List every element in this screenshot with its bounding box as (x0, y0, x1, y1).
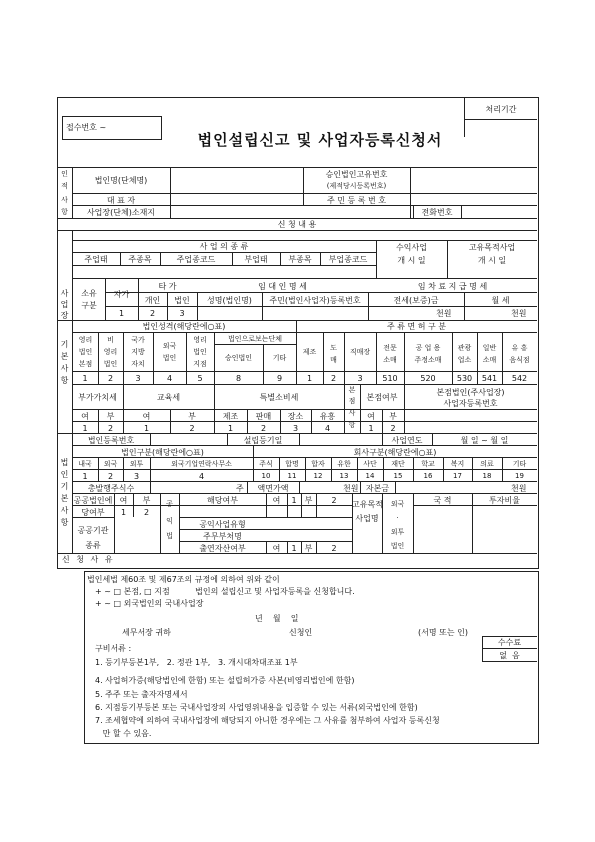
company-type-8: 의료 (480, 460, 494, 468)
corp-type-foreign: 외국 법인 (162, 342, 177, 362)
company-type-6: 학교 (421, 460, 435, 468)
own-num-2: 2 (149, 309, 156, 318)
nature-num-3: 4 (166, 374, 173, 383)
deposit-label: 전세(보증)금 (393, 296, 439, 305)
applicant-side-label-0: 인 (61, 170, 68, 178)
liquor-manufacture: 제조 (302, 348, 317, 356)
nationality-label: 국 적 (433, 496, 452, 505)
funded-num1: 1 (291, 544, 297, 553)
lessor-name-col: 성명(법인명) (207, 296, 252, 305)
basic-side-1: 본 (60, 352, 69, 361)
corp-type-num-1: 1 (82, 472, 88, 481)
business-col-0: 주업태 (84, 255, 108, 264)
corp-type-num-2: 2 (107, 472, 114, 481)
corp-type-num-4: 4 (198, 472, 205, 481)
approval-number-label: 승인법인고유번호 (325, 170, 388, 179)
head-side-1: 점 (348, 397, 356, 405)
head-side-0: 본 (348, 386, 356, 394)
tax-num-5: 2 (260, 424, 267, 433)
funded-no: 부 (304, 544, 313, 553)
tax-num-3: 2 (189, 424, 195, 433)
declaration-line3: + ~ □ 외국법인의 국내사업장 (95, 599, 204, 608)
business-col-5: 부업종코드 (328, 255, 368, 264)
deposit-unit: 천원 (436, 309, 452, 318)
public-interest-beop: 법 (166, 532, 173, 540)
fee-value: 없 음 (499, 651, 520, 660)
applicable2-yes: 여 (272, 496, 281, 505)
nature-num-1: 2 (107, 374, 114, 383)
fee-label: 수수료 (497, 638, 522, 647)
attachment-item-6: 6. 지점등기부등본 또는 국내사업장의 사업영위내용을 입증할 수 있는 서류(외국법인에 한함) (95, 703, 418, 712)
tax-num-4: 1 (227, 424, 234, 433)
capital-unit: 천원 (511, 484, 527, 493)
own-num-1: 1 (118, 309, 125, 318)
corp-side-3: 본 (60, 494, 69, 503)
basic-side-0: 기 (60, 340, 69, 349)
edu-no: 부 (188, 412, 196, 421)
phone-label: 전화번호 (421, 208, 453, 217)
business-col-4: 부종목 (288, 255, 312, 264)
public-num-2: 2 (143, 508, 150, 517)
ownership-sub: 구분 (81, 301, 97, 310)
liquor-wholesale: 도 매 (330, 344, 337, 364)
other-owner-label: 타 가 (158, 282, 177, 291)
receipt-number-label: 접수번호 ~ (66, 123, 107, 132)
business-type-header: 사 업 의 종 류 (199, 242, 249, 251)
company-num-3: 13 (339, 472, 349, 480)
liquor-num-0: 1 (306, 374, 313, 383)
other-corp-label: 기타 (272, 354, 287, 362)
company-num-9: 19 (515, 472, 524, 480)
corp-type-foreign-label: 외국 (103, 460, 118, 468)
investment-ratio-label: 투자비율 (489, 496, 520, 505)
ownership-label: 소유 (81, 289, 97, 298)
form-title: 법인설립신고 및 사업자등록신청서 (197, 131, 443, 149)
special-amusement: 유흥 (319, 412, 336, 421)
processing-period-label: 처리기간 (485, 105, 517, 114)
corp-type-liaison: 외국기업연락사무소 (171, 460, 232, 468)
public-no: 부 (142, 496, 151, 505)
own-label: 자가 (113, 290, 130, 299)
company-type-5: 재단 (391, 460, 405, 468)
company-num-7: 17 (453, 472, 462, 480)
funded-label: 출연자산여부 (199, 544, 246, 553)
representative-label: 대 표 자 (106, 196, 136, 205)
fiscal-year-label: 사업연도 (391, 436, 423, 445)
company-type-7: 복지 (450, 460, 465, 468)
par-value-unit: 천원 (343, 484, 359, 493)
applicable2-label: 해당여부 (207, 496, 238, 505)
attachment-item-1: 1. 등기부등본1부, 2. 정관 1부, 3. 개시대차대조표 1부 (95, 658, 298, 667)
public-yes: 여 (119, 496, 128, 505)
company-type-3: 유한 (337, 460, 351, 468)
head-side-2: 사 (348, 409, 356, 417)
nature-num-6: 9 (276, 374, 283, 383)
head-yes: 여 (367, 412, 375, 421)
attachment-item-4: 4. 사업허가증(해당법인에 한함) 또는 설립허가증 사본(비영리법인에 한함) (95, 676, 355, 685)
liquor-num-6: 541 (481, 374, 498, 383)
business-place-side-0: 사 (60, 289, 69, 298)
nature-num-2: 3 (135, 374, 141, 383)
capital-label: 자본금 (365, 484, 390, 493)
attachment-item-7-cont: 만 할 수 있음. (95, 729, 152, 738)
business-place-side-2: 장 (60, 311, 69, 320)
business-col-3: 부업태 (244, 255, 268, 264)
signature-label: (서명 또는 인) (418, 628, 468, 637)
corp-side-5: 항 (60, 518, 69, 527)
processing-line (464, 119, 537, 120)
business-col-1: 주종목 (128, 255, 152, 264)
declaration-date: 년 월 일 (255, 614, 299, 623)
public-num-1: 1 (120, 508, 127, 517)
employment-start-sub: 개 시 일 (477, 256, 507, 265)
total-shares-label: 총발행주식수 (87, 484, 135, 493)
liquor-num-7: 542 (511, 374, 528, 383)
head-side-3: 항 (348, 421, 356, 429)
processing-divider (464, 97, 465, 137)
corp-name-label: 법인명(단체명) (94, 176, 148, 185)
corp-side-0: 법 (60, 458, 69, 467)
liquor-num-1: 2 (330, 374, 337, 383)
liquor-num-4: 520 (420, 374, 436, 383)
foreign-label: 외국 (390, 500, 405, 508)
tax-num-8: 1 (368, 424, 374, 433)
par-value-label: 액면가액 (257, 484, 289, 493)
lease-detail-header: 임 차 료 지 급 명 세 (417, 282, 488, 291)
liquor-entertainment: 유 흥 음식점 (509, 344, 530, 364)
edu-tax-label: 교육세 (156, 393, 181, 402)
company-num-1: 11 (287, 472, 297, 480)
est-date-label: 설립등기일 (243, 436, 283, 445)
liquor-tourism: 관광 업소 (457, 344, 472, 364)
corp-type-header: 법인구분(해당란에○표) (121, 448, 204, 457)
company-num-6: 16 (423, 472, 433, 480)
address-label: 사업장(단체)소재지 (86, 208, 156, 217)
purpose-corp-label: 고유목적 (352, 500, 383, 509)
foreign-dot: · (396, 514, 399, 522)
business-col-2: 주업종코드 (176, 255, 216, 264)
applicant-side-label-2: 사 (61, 196, 68, 204)
approval-number-note: (제적당시등록번호) (326, 182, 387, 190)
nature-num-5: 8 (235, 374, 242, 383)
liquor-num-5: 530 (456, 374, 473, 383)
applicable2-no: 부 (304, 496, 313, 505)
corp-type-profit-hq: 영리 법인 본점 (78, 336, 93, 368)
liquor-specialty: 전문 소매 (383, 344, 397, 364)
corp-type-profit-branch: 영리 법인 지점 (193, 336, 207, 368)
liquor-header: 주 류 면 허 구 분 (386, 322, 447, 331)
public-interest-gong: 공 (166, 500, 173, 508)
application-section-header: 신 청 내 용 (277, 220, 317, 229)
revenue-start-label: 수익사업 (396, 243, 427, 252)
reason-label: 신 청 사 유 (62, 555, 115, 564)
foreign-corp-suffix: 법인 (390, 542, 405, 550)
company-type-9: 기타 (512, 460, 527, 468)
public-org-kind: 종류 (85, 541, 101, 550)
company-type-4: 사단 (363, 460, 377, 468)
declaration-line2: + ~ □ 본점, □ 지점 법인의 설립신고 및 사업자등록을 신청합니다. (95, 587, 355, 596)
reg-no-label: 법인등록번호 (87, 436, 135, 445)
tax-office-label: 세무서장 귀하 (122, 628, 171, 637)
corp-side-4: 사 (60, 506, 69, 515)
company-type-1: 합명 (285, 460, 299, 468)
revenue-start-sub: 개 시 일 (397, 256, 426, 265)
head-status-label: 본점여부 (366, 393, 398, 402)
applicant-side-label-3: 항 (61, 208, 68, 216)
vat-no: 부 (106, 412, 115, 421)
vat-yes: 여 (81, 412, 89, 421)
business-place-side-1: 업 (60, 300, 69, 309)
monthly-unit: 천원 (511, 309, 527, 318)
company-num-8: 18 (482, 472, 492, 480)
tax-num-9: 2 (390, 424, 396, 433)
head-reg-label: 본점법인(주사업장) (436, 388, 505, 397)
liquor-num-3: 510 (382, 374, 398, 383)
individual-label: 개인 (144, 296, 161, 305)
vat-label: 부가가치세 (78, 393, 117, 402)
own-num-3: 3 (179, 309, 185, 318)
corp-side-2: 기 (60, 482, 69, 491)
corporation-label: 법인 (174, 296, 190, 305)
special-sale: 판매 (255, 412, 272, 421)
applicable2-num2: 2 (331, 496, 337, 505)
monthly-label: 월 세 (491, 296, 510, 305)
corp-type-investment: 외투 (129, 460, 144, 468)
public-biz-type-label: 공익사업유형 (199, 520, 246, 529)
tax-num-6: 3 (292, 424, 299, 433)
liquor-direct-store: 직매장 (349, 348, 371, 356)
attachment-item-5: 5. 주주 또는 출자자명세서 (95, 690, 188, 699)
corp-nature-header: 법인성격(해당란에○표) (142, 322, 226, 331)
public-org-label: 공공기관 (77, 526, 109, 535)
public-corp-label: 공공법인에 (73, 496, 113, 505)
fiscal-range: 월 일 ~ 월 일 (460, 436, 509, 445)
applicable2-num1: 1 (291, 496, 297, 505)
basic-side-3: 항 (60, 376, 69, 385)
company-type-0: 주식 (259, 460, 273, 468)
company-num-5: 15 (393, 472, 403, 480)
company-num-0: 10 (261, 472, 271, 480)
lease-header: 임 대 인 명 세 (258, 282, 307, 291)
corp-type-num-3: 3 (133, 472, 140, 481)
special-tax-label: 특별소비세 (259, 393, 299, 402)
corp-type-government: 국가 지방 자치 (131, 336, 145, 368)
liquor-industrial: 공 업 용 주정소매 (414, 344, 442, 364)
purpose-biz-label: 사업명 (355, 514, 379, 523)
corp-type-domestic: 내국 (78, 460, 92, 468)
company-type-2: 합자 (311, 460, 325, 468)
funded-num2: 2 (331, 544, 337, 553)
foreign-investment: 외투 (390, 528, 405, 536)
basic-side-2: 사 (60, 364, 69, 373)
resident-number-label: 주 민 등 록 번 호 (326, 196, 387, 205)
tax-num-0: 1 (82, 424, 88, 433)
corp-type-nonprofit: 비 영리 법인 (103, 336, 118, 368)
corp-type-deemed: 법인으로보는단체 (227, 335, 283, 343)
tax-num-2: 1 (143, 424, 150, 433)
edu-yes: 여 (142, 412, 151, 421)
employment-start-label: 고유목적사업 (468, 243, 516, 252)
nature-num-4: 5 (197, 374, 203, 383)
applicant-side-label-1: 적 (61, 182, 68, 190)
company-num-2: 12 (313, 472, 323, 480)
attachments-header: 구비서류 : (95, 644, 132, 653)
approval-corp-label: 승인법인 (224, 354, 253, 362)
company-num-4: 14 (365, 472, 375, 480)
declaration-line1: 법인세법 제60조 및 제67조의 규정에 의하여 위와 같이 (87, 575, 280, 584)
head-reg-sub: 사업자등록번호 (443, 399, 498, 408)
nature-num-0: 1 (82, 374, 88, 383)
tax-num-7: 4 (324, 424, 331, 433)
tax-num-1: 2 (107, 424, 114, 433)
special-mfg: 제조 (222, 412, 239, 421)
liquor-general: 일반 소매 (482, 344, 497, 364)
public-interest-ik: 익 (166, 517, 173, 525)
special-place: 장소 (287, 412, 304, 421)
lessor-reg-col: 주민(법인사업자)등록번호 (269, 296, 361, 305)
company-type-header: 회사구분(해당란에○표) (353, 448, 437, 457)
share-unit: 주 (236, 484, 244, 493)
regulator-label: 주무부처명 (203, 532, 242, 541)
attachment-item-7: 7. 조세협약에 의하여 국내사업장에 해당되지 아니한 경우에는 그 사유를 첨부하여 사업자 등록신청 (95, 716, 440, 725)
public-applicable-label: 당여부 (81, 508, 105, 517)
liquor-num-2: 3 (357, 374, 363, 383)
head-no: 부 (389, 412, 397, 421)
applicant-sign-label: 신청인 (289, 628, 313, 637)
corp-side-1: 인 (60, 470, 69, 479)
funded-yes: 여 (272, 544, 281, 553)
